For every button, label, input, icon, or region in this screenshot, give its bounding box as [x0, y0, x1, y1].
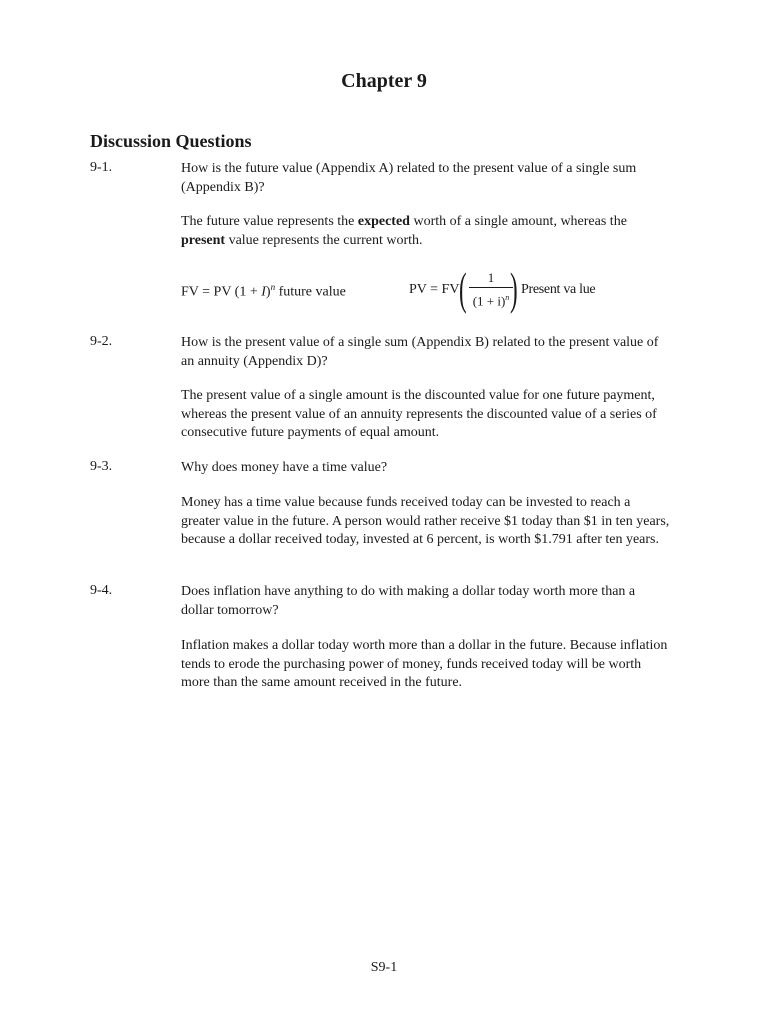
question-number-9-4: 9-4. [90, 583, 113, 598]
section-heading: Discussion Questions [90, 131, 252, 151]
answer-9-1-part-a: The future value represents the [181, 214, 358, 229]
pv-label: Present va lue [521, 282, 596, 297]
answer-9-1-part-c: worth of a single amount, whereas the [409, 214, 627, 229]
question-text-9-4: Does inflation have anything to do with making a dollar today worth more than a dollar tomorrow? [181, 584, 636, 618]
question-text-9-3: Why does money have a time value? [181, 460, 388, 475]
pv-exponent: n [505, 293, 510, 302]
fv-lhs: FV = PV (1 + [181, 284, 262, 300]
pv-denominator-wrap [469, 290, 513, 309]
pv-numerator: 1 [487, 270, 495, 285]
pv-fraction [469, 270, 513, 309]
future-value-formula [181, 282, 346, 301]
answer-text-9-1 [181, 213, 671, 250]
fv-label: future value [275, 284, 346, 300]
answer-text-9-2: The present value of a single amount is the discounted value for one future payment, whereas the present value of an annuity represents the discounted value of a series of consecutive future payments of equal amount. [181, 388, 657, 440]
answer-9-1-expected: expected [357, 214, 410, 229]
question-number-9-2: 9-2. [90, 334, 113, 349]
question-text-9-2: How is the present value of a single sum (Appendix B) related to the present value of an annuity (Appendix D)? [181, 335, 659, 369]
pv-denominator: (1 + i) [472, 293, 506, 309]
pv-lhs: PV = FV [409, 282, 460, 297]
left-paren-glyph: ( [459, 263, 467, 314]
fraction-bar [469, 287, 513, 288]
answer-text-9-3: Money has a time value because funds received today can be invested to reach a greater value in the future. A person would rather receive $1 today than $1 in ten years, because a dollar received today, invested at 6 percent, is worth $1.791 after ten years. [181, 495, 670, 547]
fv-close-paren: ) [265, 284, 271, 300]
answer-9-1-part-e: value represents the current worth. [225, 232, 423, 248]
chapter-title: Chapter 9 [341, 70, 427, 92]
fv-rate: I [261, 284, 266, 300]
question-text-9-1: How is the future value (Appendix A) related to the present value of a single sum (Appendix B)? [181, 161, 637, 195]
fv-exponent: n [270, 282, 276, 292]
formula-row [181, 263, 681, 316]
page-number: S9-1 [370, 960, 398, 975]
answer-text-9-4: Inflation makes a dollar today worth more than a dollar in the future. Because inflation tends to erode the purchasing power of money, funds received today will be worth more than the same amount received in the future. [181, 638, 668, 690]
answer-9-1-present: present [181, 232, 226, 248]
question-number-9-3: 9-3. [90, 459, 113, 474]
question-number-9-1: 9-1. [90, 160, 113, 175]
right-paren-glyph: ) [510, 263, 518, 314]
